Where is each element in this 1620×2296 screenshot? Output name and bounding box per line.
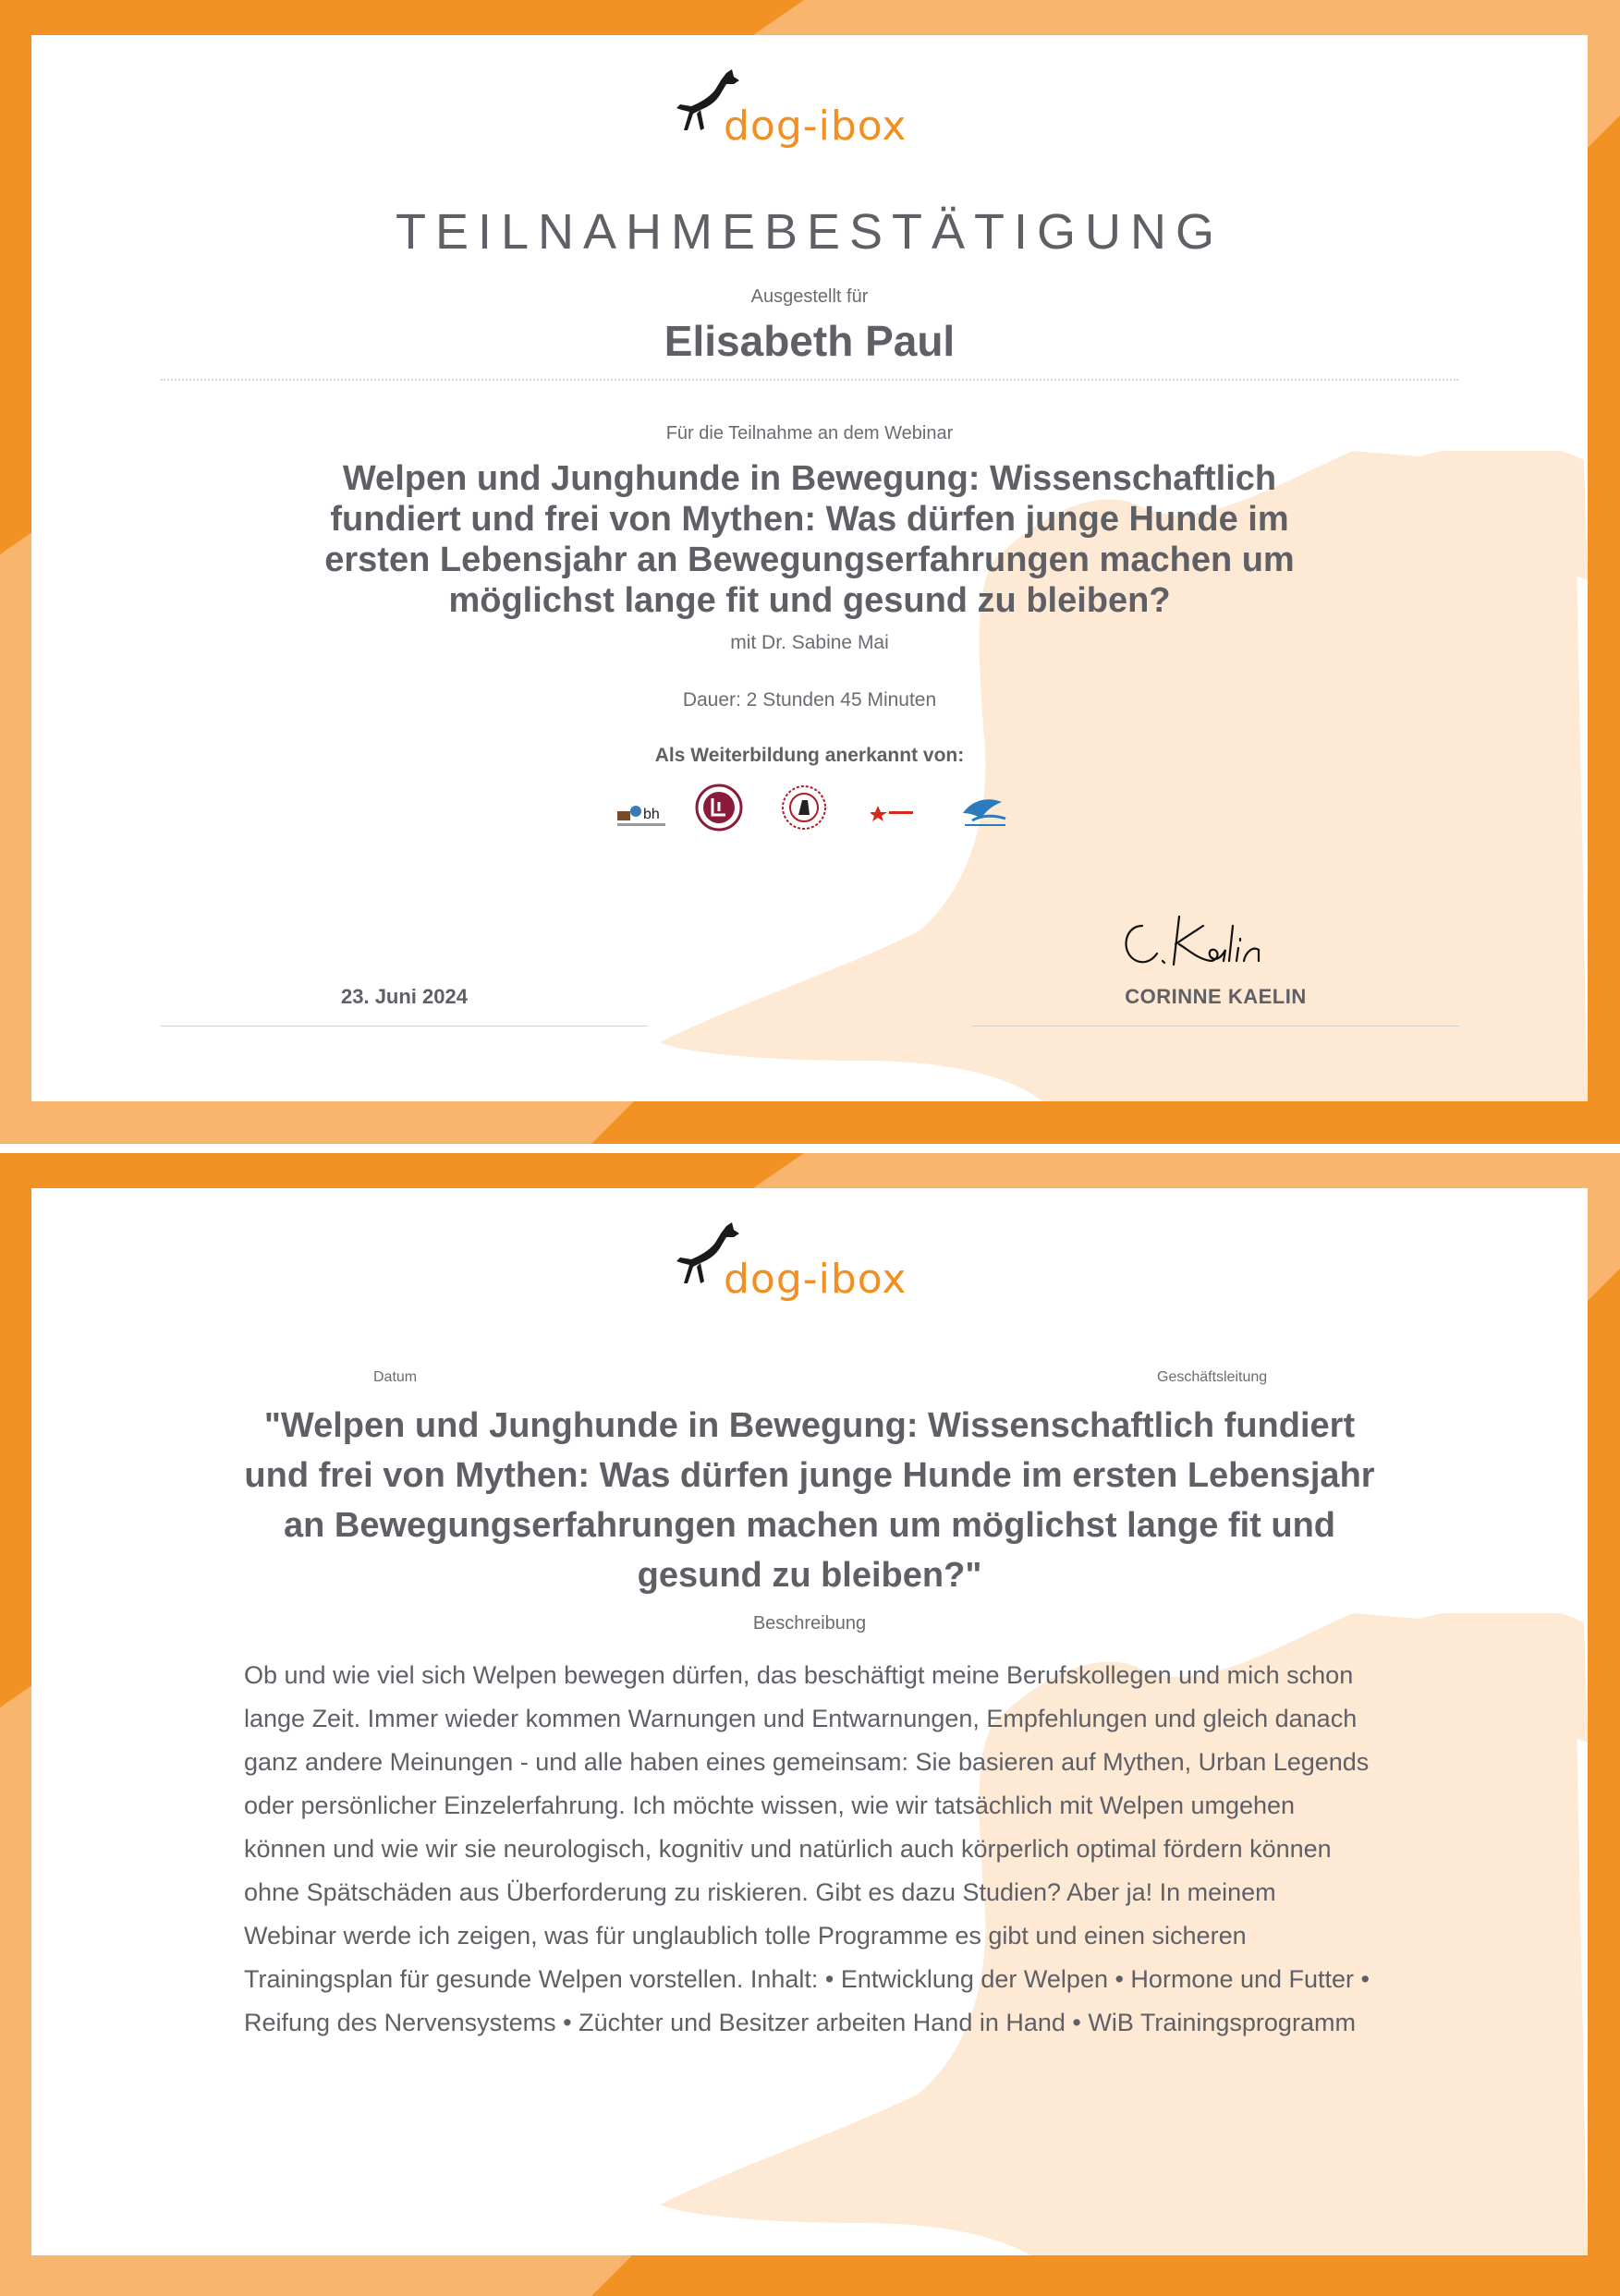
- signer-name: CORINNE KAELIN: [1125, 985, 1307, 1008]
- management-label: Geschäftsleitung: [1157, 1369, 1268, 1385]
- description-text: Ob und wie viel sich Welpen bewegen dürfen, das beschäftigt meine Berufskollegen und mich schon lange Zeit. Immer wieder kommen Warnungen und Entwarnungen, Empfehlungen und gleich danach ganz andere Meinungen - und alle haben eines gemeinsam: Sie basieren auf Mythen, Urban Legends oder persönlicher Einzelerfahrung. Ich möchte wissen, wie wir tatsächlich mit Welpen umgehen können und wie wir sie neurologisch, kognitiv und natürlich auch körperlich optimal fördern können ohne Spätschäden aus Überforderung zu riskieren. Gibt es dazu Studien? Aber ja! In meinem Webinar werde ich zeigen, was für unglaublich tolle Programme es gibt und einen sicheren Trainingsplan für gesunde Welpen vorstellen. Inhalt: • Entwicklung der Welpen • Hormone und Futter • Reifung des Nervensystems • Züchter und Besitzer arbeiten Hand in Hand • WiB Trainingsprogramm: [244, 1661, 1370, 2036]
- description-label: Beschreibung: [752, 1613, 867, 1634]
- small-red-logo: [871, 804, 917, 827]
- duration: Dauer: 2 Stunden 45 Minuten: [682, 689, 937, 711]
- description-card: [31, 1188, 1588, 2255]
- recipient-name: Elisabeth Paul: [664, 317, 956, 365]
- signature-line: [972, 1026, 1459, 1027]
- ibh-logo: [614, 798, 669, 834]
- issued-for-label: Ausgestellt für: [750, 286, 869, 307]
- dog-ibox-logo: [673, 66, 978, 154]
- issue-date: 23. Juni 2024: [341, 985, 468, 1008]
- logo-text: dog-ibox: [724, 1256, 907, 1303]
- seal-logo: [780, 784, 828, 836]
- webinar-title: Welpen und Junghunde in Bewegung: Wissenschaftlich fundiert und frei von Mythen: Was dürfen junge Hunde im ersten Lebensjahr an Bewegungserfahrungen machen um möglichst lange fit und gesund zu bleiben?: [324, 459, 1295, 620]
- recognized-label: Als Weiterbildung anerkannt von:: [654, 745, 965, 766]
- blue-wing-logo: [957, 793, 1011, 834]
- divider: [161, 379, 1458, 381]
- dog-ibox-logo: [673, 1219, 978, 1307]
- certificate-card: [31, 35, 1588, 1101]
- recognition-logos: [614, 784, 1039, 839]
- certificate-title: TEILNAHMEBESTÄTIGUNG: [395, 204, 1224, 260]
- date-label: Datum: [373, 1369, 418, 1385]
- svg-text:bh: bh: [643, 807, 660, 822]
- certificate-page: [0, 0, 1620, 1144]
- webinar-title-quoted: "Welpen und Junghunde in Bewegung: Wissenschaftlich fundiert und frei von Mythen: Was dürfen junge Hunde im ersten Lebensjahr an Bewegungserfahrungen machen um möglichst lange fit und gesund zu bleiben?": [244, 1406, 1375, 1595]
- logo-text: dog-ibox: [724, 103, 907, 150]
- signature: [1115, 907, 1336, 981]
- date-line: [161, 1026, 648, 1027]
- presenter: mit Dr. Sabine Mai: [730, 632, 889, 653]
- participation-label: Für die Teilnahme an dem Webinar: [665, 423, 954, 443]
- description-page: [0, 1153, 1620, 2296]
- round-emblem-logo: [695, 784, 743, 836]
